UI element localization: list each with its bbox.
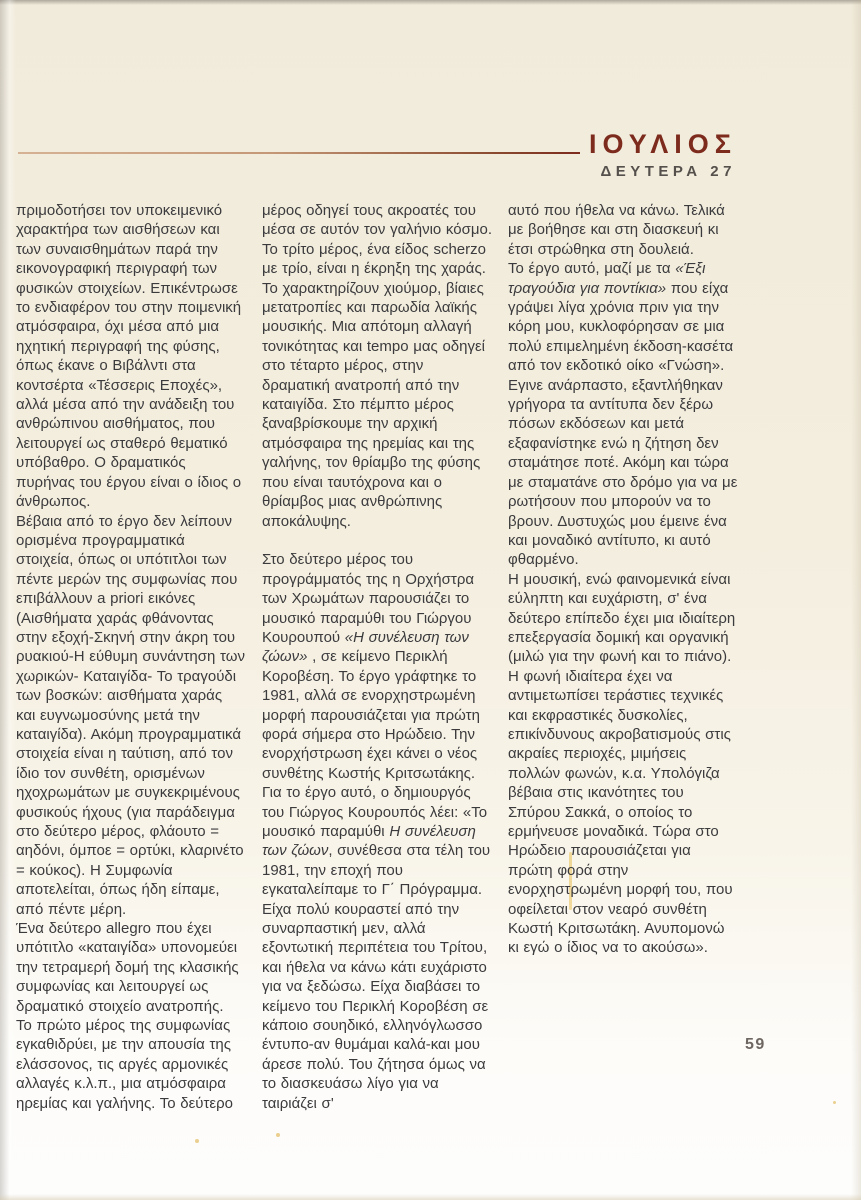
text-run: που είχα γράψει λίγα χρόνια πριν για την κόρη μου, κυκλοφόρησαν σε μια πολύ επιμελημένη έκδοση-κασέτα από τον εκδοτικό οίκο «Γνώση». Εγινε ανάρπαστο, εξαντλήθηκαν γρήγορα τα αντίτυπα δεν ξέρω πόσων εκδόσεων και μετά εξαφανίστηκε ενώ η ζήτηση δεν σταμάτησε ποτέ. Ακόμη και τώρα με σταματάνε στο δρόμο για να με ρωτήσουν που μπορούν να το βρουν. Δυστυχώς μου έμεινε ένα και μοναδικό αντίτυπο, κι αυτό φθαρμένο.: [508, 279, 738, 569]
paragraph: [508, 570, 738, 958]
text-column-3: [508, 201, 738, 1113]
scan-shadow-right: [851, 0, 861, 1200]
paragraph: [508, 201, 738, 259]
italic-text-run: Η συνέλευση των ζώων: [262, 822, 476, 860]
text-run: Η μουσική, ενώ φαινομενικά είναι εύληπτη και ευχάριστη, σ' ένα δεύτερο επίπεδο έχει μια ιδιαίτερη επεξεργασία δομική και οργανική (μιλώ για την φωνή και το πιάνο). Η φωνή ιδιαίτερα έχει να αντιμετωπίσει τεράστιες τεχνικές και εκφραστικές δυσκολίες, επικίνδυνους ακροβατισμούς στις ακραίες περιοχές, μιμήσεις πολλών φωνών, κ.α. Υπολόγιζα βέβαια στις ικανότητες του Σπύρου Σακκά, ο οποίος το ερμήνευσε μοναδικά. Τώρα στο Ηρώδειο παρουσιάζεται για πρώτη φορά στην ενορχηστρωμένη μορφή του, που οφείλεται στον νεαρό συνθέτη Κωστή Κριτσωτάκη. Ανυπομονώ κι εγώ ο ίδιος να το ακούσω».: [508, 570, 736, 957]
month-title: ΙΟΥΛΙΟΣ: [588, 129, 737, 159]
text-run: Το πρώτο μέρος της συμφωνίας εγκαθιδρύει, με την απουσία της ελάσσονος, τις αργές αρμονικές αλλαγές κ.λ.π., μια ατμόσφαιρα ηρεμίας και γαλήνης. Το δεύτερο: [16, 1017, 233, 1112]
paragraph: [16, 1016, 246, 1113]
text-run: , συνέθεσα στα τέλη του 1981, την εποχή που εγκαταλείπαμε το Γ΄ Πρόγραμμα. Είχα πολύ κουραστεί από την συναρπαστική μεν, αλλά εξοντωτική περιπέτεια του Τρίτου, και ήθελα να κάνω κάτι ευχάριστο για να ξεδώσω. Είχα διαβάσει το κείμενο του Περικλή Κοροβέση σε κάποιο σουηδικό, ελληνόγλωσσο έντυπο-αν θυμάμαι καλά-και μου άρεσε πολύ. Του ζήτησα όμως να το διασκευάσω λίγο για να ταιριάζει σ': [262, 842, 491, 1112]
text-run: μέρος οδηγεί τους ακροατές του μέσα σε αυτόν τον γαλήνιο κόσμο. Το τρίτο μέρος, ένα είδος scherzo με τρίο, είναι η έκρηξη της χαράς. Το χαρακτηρίζουν χιούμορ, βίαιες μετατροπίες και παρωδία λαϊκής μουσικής. Μια απότομη αλλαγή τονικότητας και tempo μας οδηγεί στο τέταρτο μέρος, στην δραματική ανατροπή από την καταιγίδα. Στο πέμπτο μέρος ξαναβρίσκουμε την αρχική ατμόσφαιρα της ηρεμίας και της γαλήνης, τον θρίαμβο της φύσης που είναι ταυτόχρονα και ο θρίαμβος μιας ανθρώπινης αποκάλυψης.: [262, 202, 492, 530]
day-label: ΔΕΥΤΕΡΑ 27: [600, 163, 736, 180]
text-run: πριμοδοτήσει τον υποκειμενικό χαρακτήρα των αισθήσεων και των συναισθημάτων παρά την εικονογραφική περιγραφή των φυσικών στοιχείων. Επικέντρωσε το ενδιαφέρον του στην ποιμενική ατμόσφαιρα, όχι μέσα από μια ηχητική περιγραφή της φύσης, όπως έκανε ο Βιβάλντι στα κοντσέρτα «Τέσσερις Εποχές», αλλά μέσα από την ανάδειξη του ανθρώπινου αισθήματος, που λειτουργεί ως σταθερό θεματικό υπόβαθρο. Ο δραματικός πυρήνας του έργου είναι ο ίδιος ο άνθρωπος.: [16, 202, 242, 511]
paragraph: [16, 919, 246, 1016]
scan-shadow-top: [0, 0, 861, 5]
text-run: αυτό που ήθελα να κάνω. Τελικά με βοήθησε και στη διασκευή κι έτσι στρώθηκα στη δουλειά.: [508, 202, 725, 258]
text-run: Στο δεύτερο μέρος του προγράμματός της η Ορχήστρα των Χρωμάτων παρουσιάζει το μουσικό παραμύθι του Γιώργου Κουρουπού: [262, 551, 475, 646]
text-run: Ένα δεύτερο allegro που έχει υπότιτλο «καταιγίδα» υπονομεύει την τετραμερή δομή της κλασικής συμφωνίας και λειτουργεί ως δραματικό στοιχείο ανατροπής.: [16, 920, 239, 1015]
text-column-2: [262, 201, 492, 1113]
italic-text-run: «Η συνέλευση των ζώων»: [262, 628, 469, 666]
scan-shadow-left: [0, 0, 16, 1200]
scan-speck: [833, 1101, 836, 1104]
scan-speck: [195, 1139, 199, 1143]
paragraph: [508, 259, 738, 570]
paragraph: [16, 201, 246, 512]
page-header: [18, 131, 737, 180]
header-rule: [18, 152, 580, 154]
article-body: [16, 201, 738, 1113]
text-run: , σε κείμενο Περικλή Κοροβέση. Το έργο γράφτηκε το 1981, αλλά σε ενορχηστρωμένη μορφή παρουσιάζεται για πρώτη φορά σήμερα στο Ηρώδειο. Την ενορχήστρωση έχει κάνει ο νέος συνθέτης Κωστής Κριτσωτάκης. Για το έργο αυτό, ο δημιουργός του Γιώργος Κουρουπός λέει: «Το μουσικό παραμύθι: [262, 648, 488, 840]
italic-text-run: «Έξι τραγούδια για ποντίκια»: [508, 260, 706, 297]
scan-speck: [276, 1133, 280, 1137]
text-column-1: [16, 201, 246, 1113]
paragraph: [16, 512, 246, 920]
paragraph: [262, 550, 492, 1113]
scan-shadow-bottom: [0, 1194, 861, 1200]
page-number: 59: [745, 1036, 766, 1053]
text-run: Βέβαια από το έργο δεν λείπουν ορισμένα προγραμματικά στοιχεία, όπως οι υπότιτλοι των πέντε μερών της συμφωνίας που επιβάλλουν a priori εικόνες (Αισθήματα χαράς φθάνοντας στην εξοχή-Σκηνή στην άκρη του ρυακιού-Η εύθυμη συνάντηση των χωρικών- Καταιγίδα- Το τραγούδι των βοσκών: αισθήματα χαράς και ευγνωμοσύνης μετά την καταιγίδα). Ακόμη προγραμματικά στοιχεία είναι η ταύτιση, από τον ίδιο τον συνθέτη, ορισμένων ηχοχρωμάτων με συγκεκριμένους φυσικούς ήχους (για παράδειγμα στο δεύτερο μέρος, φλάουτο = αηδόνι, όμποε = ορτύκι, κλαρινέτο = κούκος). Η Συμφωνία αποτελείται, όπως ήδη είπαμε, από πέντε μέρη.: [16, 512, 245, 918]
text-run: Το έργο αυτό, μαζί με τα: [508, 260, 676, 278]
paragraph: [262, 201, 492, 531]
